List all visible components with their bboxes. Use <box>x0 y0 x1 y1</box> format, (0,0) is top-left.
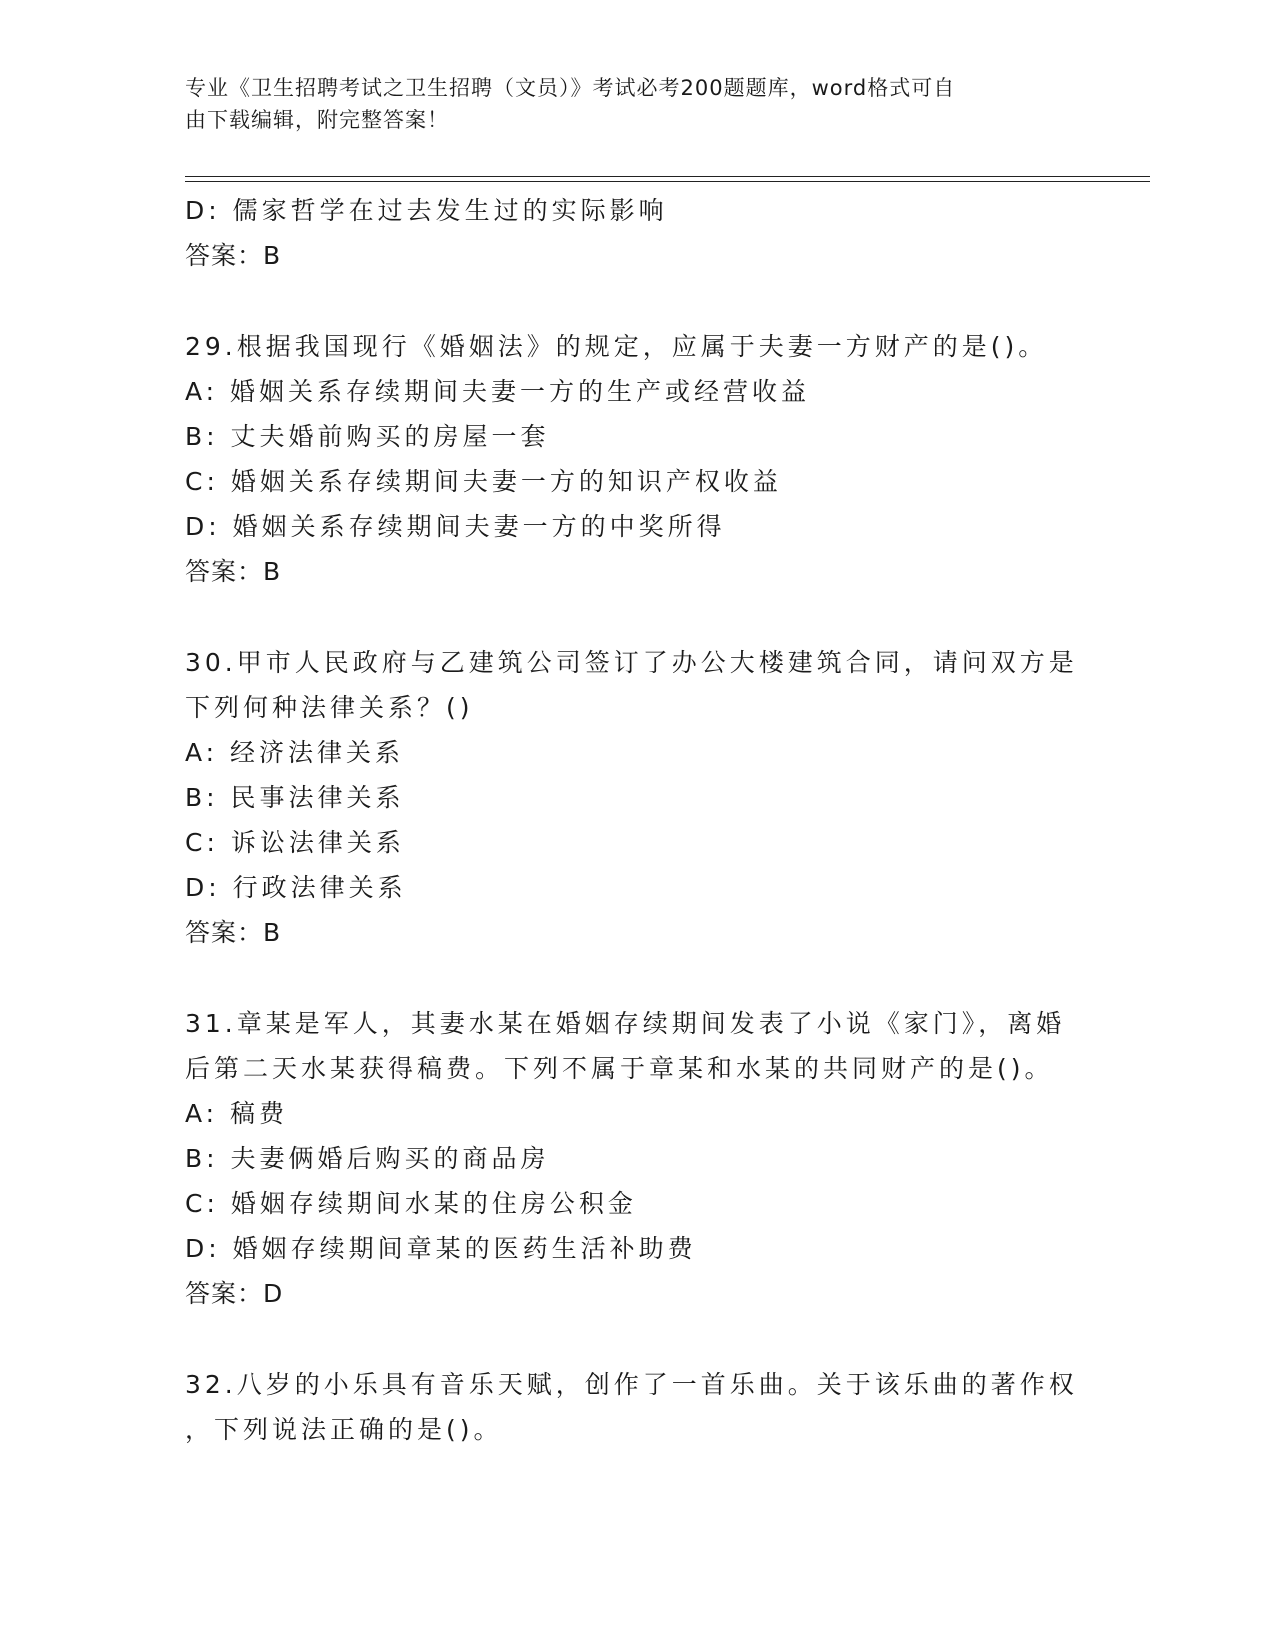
answer-label: 答案：B <box>185 557 282 586</box>
option-b: B: 民事法律关系 <box>185 783 405 812</box>
option-a: A: 经济法律关系 <box>185 738 405 767</box>
answer-label: 答案：D <box>185 1279 284 1308</box>
option-d: D: 婚姻存续期间章某的医药生活补助费 <box>185 1234 697 1263</box>
answer-label: 答案：B <box>185 918 282 947</box>
question-stem-line-1: 30.甲市人民政府与乙建筑公司签订了办公大楼建筑合同，请问双方是 <box>185 648 1078 677</box>
option-c: C: 婚姻存续期间水某的住房公积金 <box>185 1189 637 1218</box>
option-a: A: 稿费 <box>185 1099 289 1128</box>
question-stem: 29.根据我国现行《婚姻法》的规定，应属于夫妻一方财产的是()。 <box>185 332 1048 361</box>
question-30 <box>185 640 1085 955</box>
question-stem-line-1: 32.八岁的小乐具有音乐天赋，创作了一首乐曲。关于该乐曲的著作权 <box>185 1370 1078 1399</box>
spacer <box>185 1316 1085 1362</box>
spacer <box>185 955 1085 1001</box>
question-list <box>185 188 1085 1452</box>
question-stem-line-2: 下列何种法律关系？() <box>185 693 474 722</box>
question-stem-line-2: ，下列说法正确的是()。 <box>185 1415 503 1444</box>
option-d: D: 婚姻关系存续期间夫妻一方的中奖所得 <box>185 512 726 541</box>
question-28-tail <box>185 188 1085 278</box>
question-29 <box>185 324 1085 594</box>
header-line-1: 专业《卫生招聘考试之卫生招聘（文员）》考试必考200题题库，word格式可自 <box>185 76 956 100</box>
spacer <box>185 594 1085 640</box>
question-31 <box>185 1001 1085 1316</box>
question-stem-line-2: 后第二天水某获得稿费。下列不属于章某和水某的共同财产的是()。 <box>185 1054 1054 1083</box>
question-stem-line-1: 31.章某是军人，其妻水某在婚姻存续期间发表了小说《家门》，离婚 <box>185 1009 1066 1038</box>
option-d: D: 儒家哲学在过去发生过的实际影响 <box>185 196 668 225</box>
option-b: B: 夫妻俩婚后购买的商品房 <box>185 1144 550 1173</box>
option-c: C: 婚姻关系存续期间夫妻一方的知识产权收益 <box>185 467 782 496</box>
option-a: A: 婚姻关系存续期间夫妻一方的生产或经营收益 <box>185 377 811 406</box>
question-32 <box>185 1362 1085 1452</box>
header-divider <box>185 176 1150 182</box>
answer-label: 答案：B <box>185 241 282 270</box>
option-d: D: 行政法律关系 <box>185 873 407 902</box>
spacer <box>185 278 1085 324</box>
header-line-2: 由下载编辑，附完整答案！ <box>185 108 449 132</box>
page-header <box>185 72 1065 136</box>
option-c: C: 诉讼法律关系 <box>185 828 405 857</box>
option-b: B: 丈夫婚前购买的房屋一套 <box>185 422 550 451</box>
